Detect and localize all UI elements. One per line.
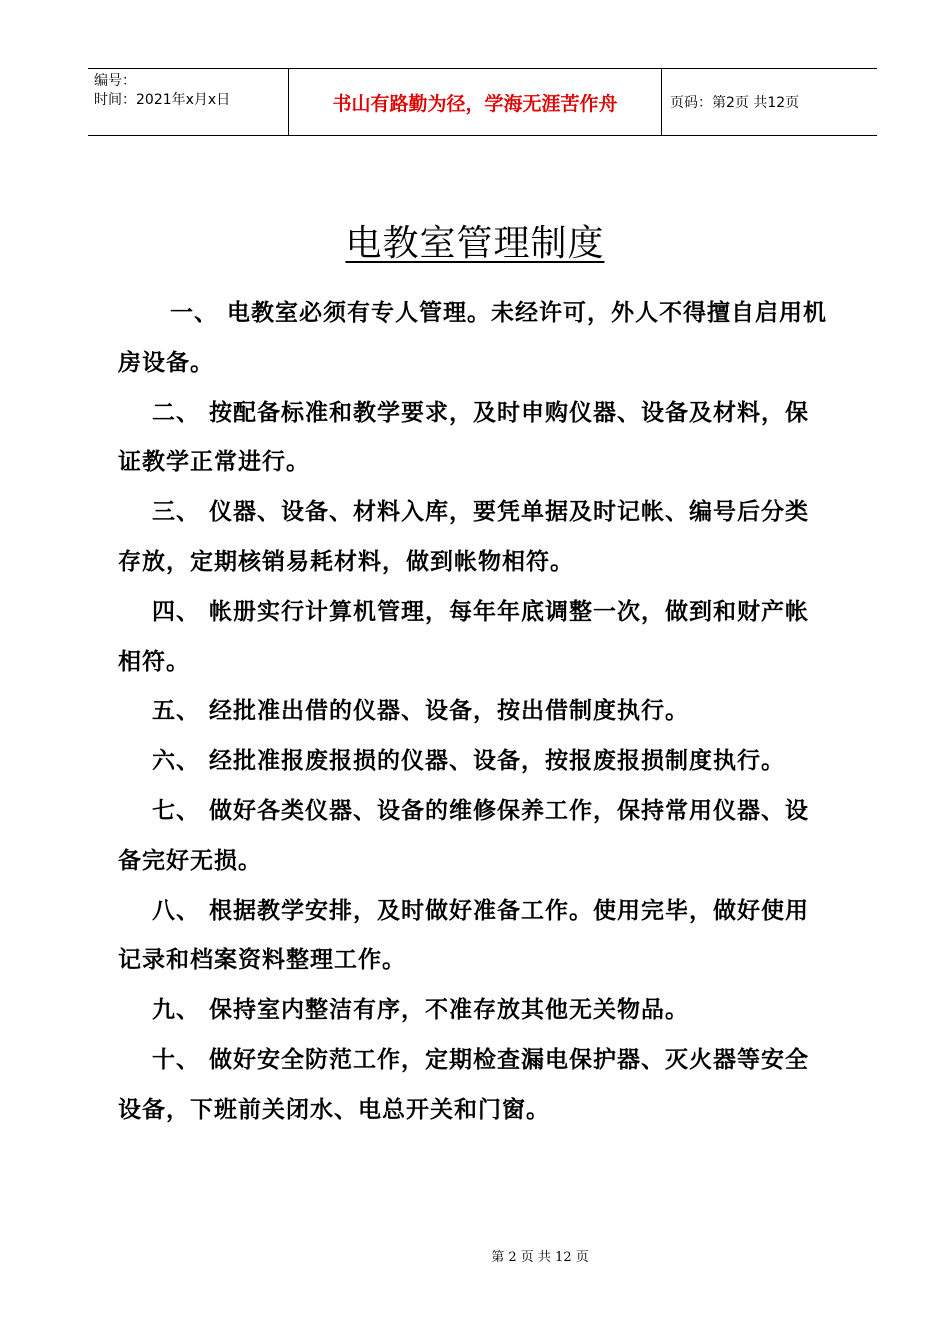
doc-date: 时间：2021年x月x日	[94, 92, 231, 108]
header-motto: 书山有路勤为径，学海无涯苦作舟	[288, 69, 662, 135]
page-title-text: 电教室管理制度	[345, 223, 605, 264]
rule-paragraph: 七、 做好各类仪器、设备的维修保养工作，保持常用仪器、设备完好无损。	[118, 796, 810, 874]
rule-paragraph: 一、 电教室必须有专人管理。未经许可，外人不得擅自启用机房设备。	[118, 299, 828, 376]
rule-paragraph: 八、 根据教学安排，及时做好准备工作。使用完毕，做好使用记录和档案资料整理工作。	[118, 896, 810, 974]
header-meta	[88, 69, 288, 135]
header-page-info: 页码：第2页 共12页	[670, 95, 800, 111]
doc-number: 编号：	[94, 73, 136, 89]
page-footer: 第 2 页 共 12 页	[491, 1250, 589, 1265]
rule-paragraph: 四、 帐册实行计算机管理，每年年底调整一次，做到和财产帐相符。	[118, 597, 810, 675]
rules-body	[118, 288, 830, 1135]
rule-paragraph: 六、 经批准报废报损的仪器、设备，按报废报损制度执行。	[152, 747, 786, 775]
rule-paragraph: 五、 经批准出借的仪器、设备，按出借制度执行。	[152, 697, 690, 725]
page-title	[0, 218, 950, 270]
rule-paragraph: 三、 仪器、设备、材料入库，要凭单据及时记帐、编号后分类存放，定期核销易耗材料，做到帐物相符。	[118, 498, 810, 575]
rule-paragraph: 二、 按配备标准和教学要求，及时申购仪器、设备及材料，保证教学正常进行。	[118, 398, 810, 476]
page-header	[88, 68, 877, 136]
rule-paragraph: 十、 做好安全防范工作，定期检查漏电保护器、灭火器等安全设备，下班前关闭水、电总开关和门窗。	[118, 1045, 810, 1123]
rule-paragraph: 九、 保持室内整洁有序，不准存放其他无关物品。	[152, 996, 690, 1024]
